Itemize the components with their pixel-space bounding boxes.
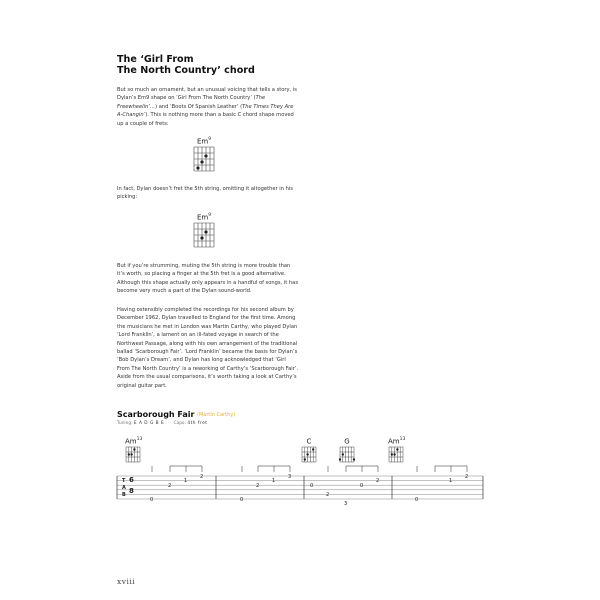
- chord-grid: [190, 145, 218, 177]
- tab-note: 0: [415, 497, 419, 503]
- chord-name: [190, 136, 218, 145]
- chord-name: [339, 436, 355, 445]
- tab-note: 2: [256, 483, 260, 489]
- tab-note: 3: [344, 501, 348, 507]
- tab-clef-a: A: [122, 485, 126, 491]
- chord-root: Am: [388, 437, 400, 446]
- paragraph-text: But so much an ornament, but an unusual voicing that tells a story, is Dylan’s Em9 shape on ‘Girl From The North Country’ (: [117, 87, 297, 102]
- tab-note: 1: [184, 478, 188, 484]
- chord-diagram-em9-1: [190, 136, 218, 181]
- rhythm-stems: [152, 466, 467, 472]
- capo-value: 4th fret: [187, 421, 208, 426]
- heading-line-2: The North Country’ chord: [117, 65, 255, 76]
- paragraph-text: ). This is nothing more than a basic C chord shape moved up a couple of frets:: [117, 112, 294, 127]
- paragraph-strumming: But if you’re strumming, muting the 5th string is more trouble than it’s worth, so placing a finger at the 5th fret is a good alternative. Although this shape actually only appears in a handful of songs, it has become very much a part of the Dylan sound-world.: [117, 263, 299, 295]
- time-signature-top: 6: [129, 476, 134, 484]
- tab-note: 2: [465, 474, 469, 480]
- tuning-value: E A D G B E: [133, 421, 165, 426]
- chord-name: [301, 436, 317, 445]
- album-title: The Times They Are A-Changin’: [117, 103, 294, 119]
- tuning-label: Tuning:: [117, 421, 133, 426]
- chord-extension: 9: [208, 137, 212, 142]
- tuning-info: [117, 421, 215, 426]
- chord-grid: [190, 221, 218, 253]
- time-signature-bottom: 8: [129, 487, 134, 495]
- chord-name: [125, 436, 142, 445]
- tab-note: 3: [288, 474, 292, 480]
- paragraph-picking: In fact, Dylan doesn’t fret the 5th string, omitting it altogether in his picking:: [117, 186, 293, 201]
- tab-note: 0: [360, 483, 364, 489]
- tab-note: 0: [150, 497, 154, 503]
- section-heading: [117, 54, 317, 76]
- chord-root: Am: [125, 437, 137, 446]
- chord-name: [388, 436, 405, 445]
- chord-diagram-em9-2: [190, 212, 218, 257]
- tab-note: 2: [376, 478, 380, 484]
- tab-lines: [117, 476, 483, 499]
- tab-note: 2: [326, 492, 330, 498]
- tab-note: 0: [240, 497, 244, 503]
- chord-root: Em: [196, 137, 209, 146]
- tab-note: 0: [310, 483, 314, 489]
- chord-extension: 9: [208, 213, 212, 218]
- tab-note: 1: [449, 478, 453, 484]
- chord-extension: 13: [399, 437, 406, 442]
- paragraph-history: Having ostensibly completed the recordings for his second album by December 1962, Dylan travelled to England for the first time. Among the musicians he met in London was Martin Carthy, who played Dylan ‘Lord Franklin’, a lament on an ill-fated voyage in search of the Northwest Passage, along with his own arrangement of the traditional ballad ‘Scarborough Fair’. ‘Lord Franklin’ became the basis for Dylan’s ‘Bob Dylan’s Dream’, and Dylan has long acknowledged that ‘Girl From The North Country’ is a reworking of Carthy’s ‘Scarborough Fair’. Aside from the usual comparisons, it’s worth taking a look at Carthy’s original guitar part.: [117, 307, 299, 389]
- paragraph-text: ) and ‘Boots Of Spanish Leather’ (: [155, 103, 243, 110]
- tab-clef-b: B: [122, 492, 126, 498]
- chord-extension: 13: [136, 437, 143, 442]
- tab-note: 2: [200, 474, 204, 480]
- heading-line-1: The ‘Girl From: [117, 54, 194, 65]
- tab-note: 2: [168, 483, 172, 489]
- chord-root: Em: [196, 213, 209, 222]
- capo-label: Capo:: [173, 421, 186, 426]
- chord-root: G: [344, 437, 350, 446]
- tab-note: 1: [272, 478, 276, 484]
- page-number: xviii: [117, 577, 136, 586]
- music-title: Scarborough Fair: [117, 410, 195, 419]
- chord-name: [190, 212, 218, 221]
- chord-root: C: [306, 437, 312, 446]
- paragraph-intro: [117, 86, 299, 128]
- tab-clef-t: T: [122, 478, 126, 484]
- guitar-tab-staff: [115, 462, 487, 512]
- album-title: The Freewheelin’…: [117, 95, 266, 110]
- tab-numbers: [122, 474, 468, 507]
- music-subtitle: (Martin Carthy): [197, 412, 236, 418]
- bar-lines: [117, 476, 483, 499]
